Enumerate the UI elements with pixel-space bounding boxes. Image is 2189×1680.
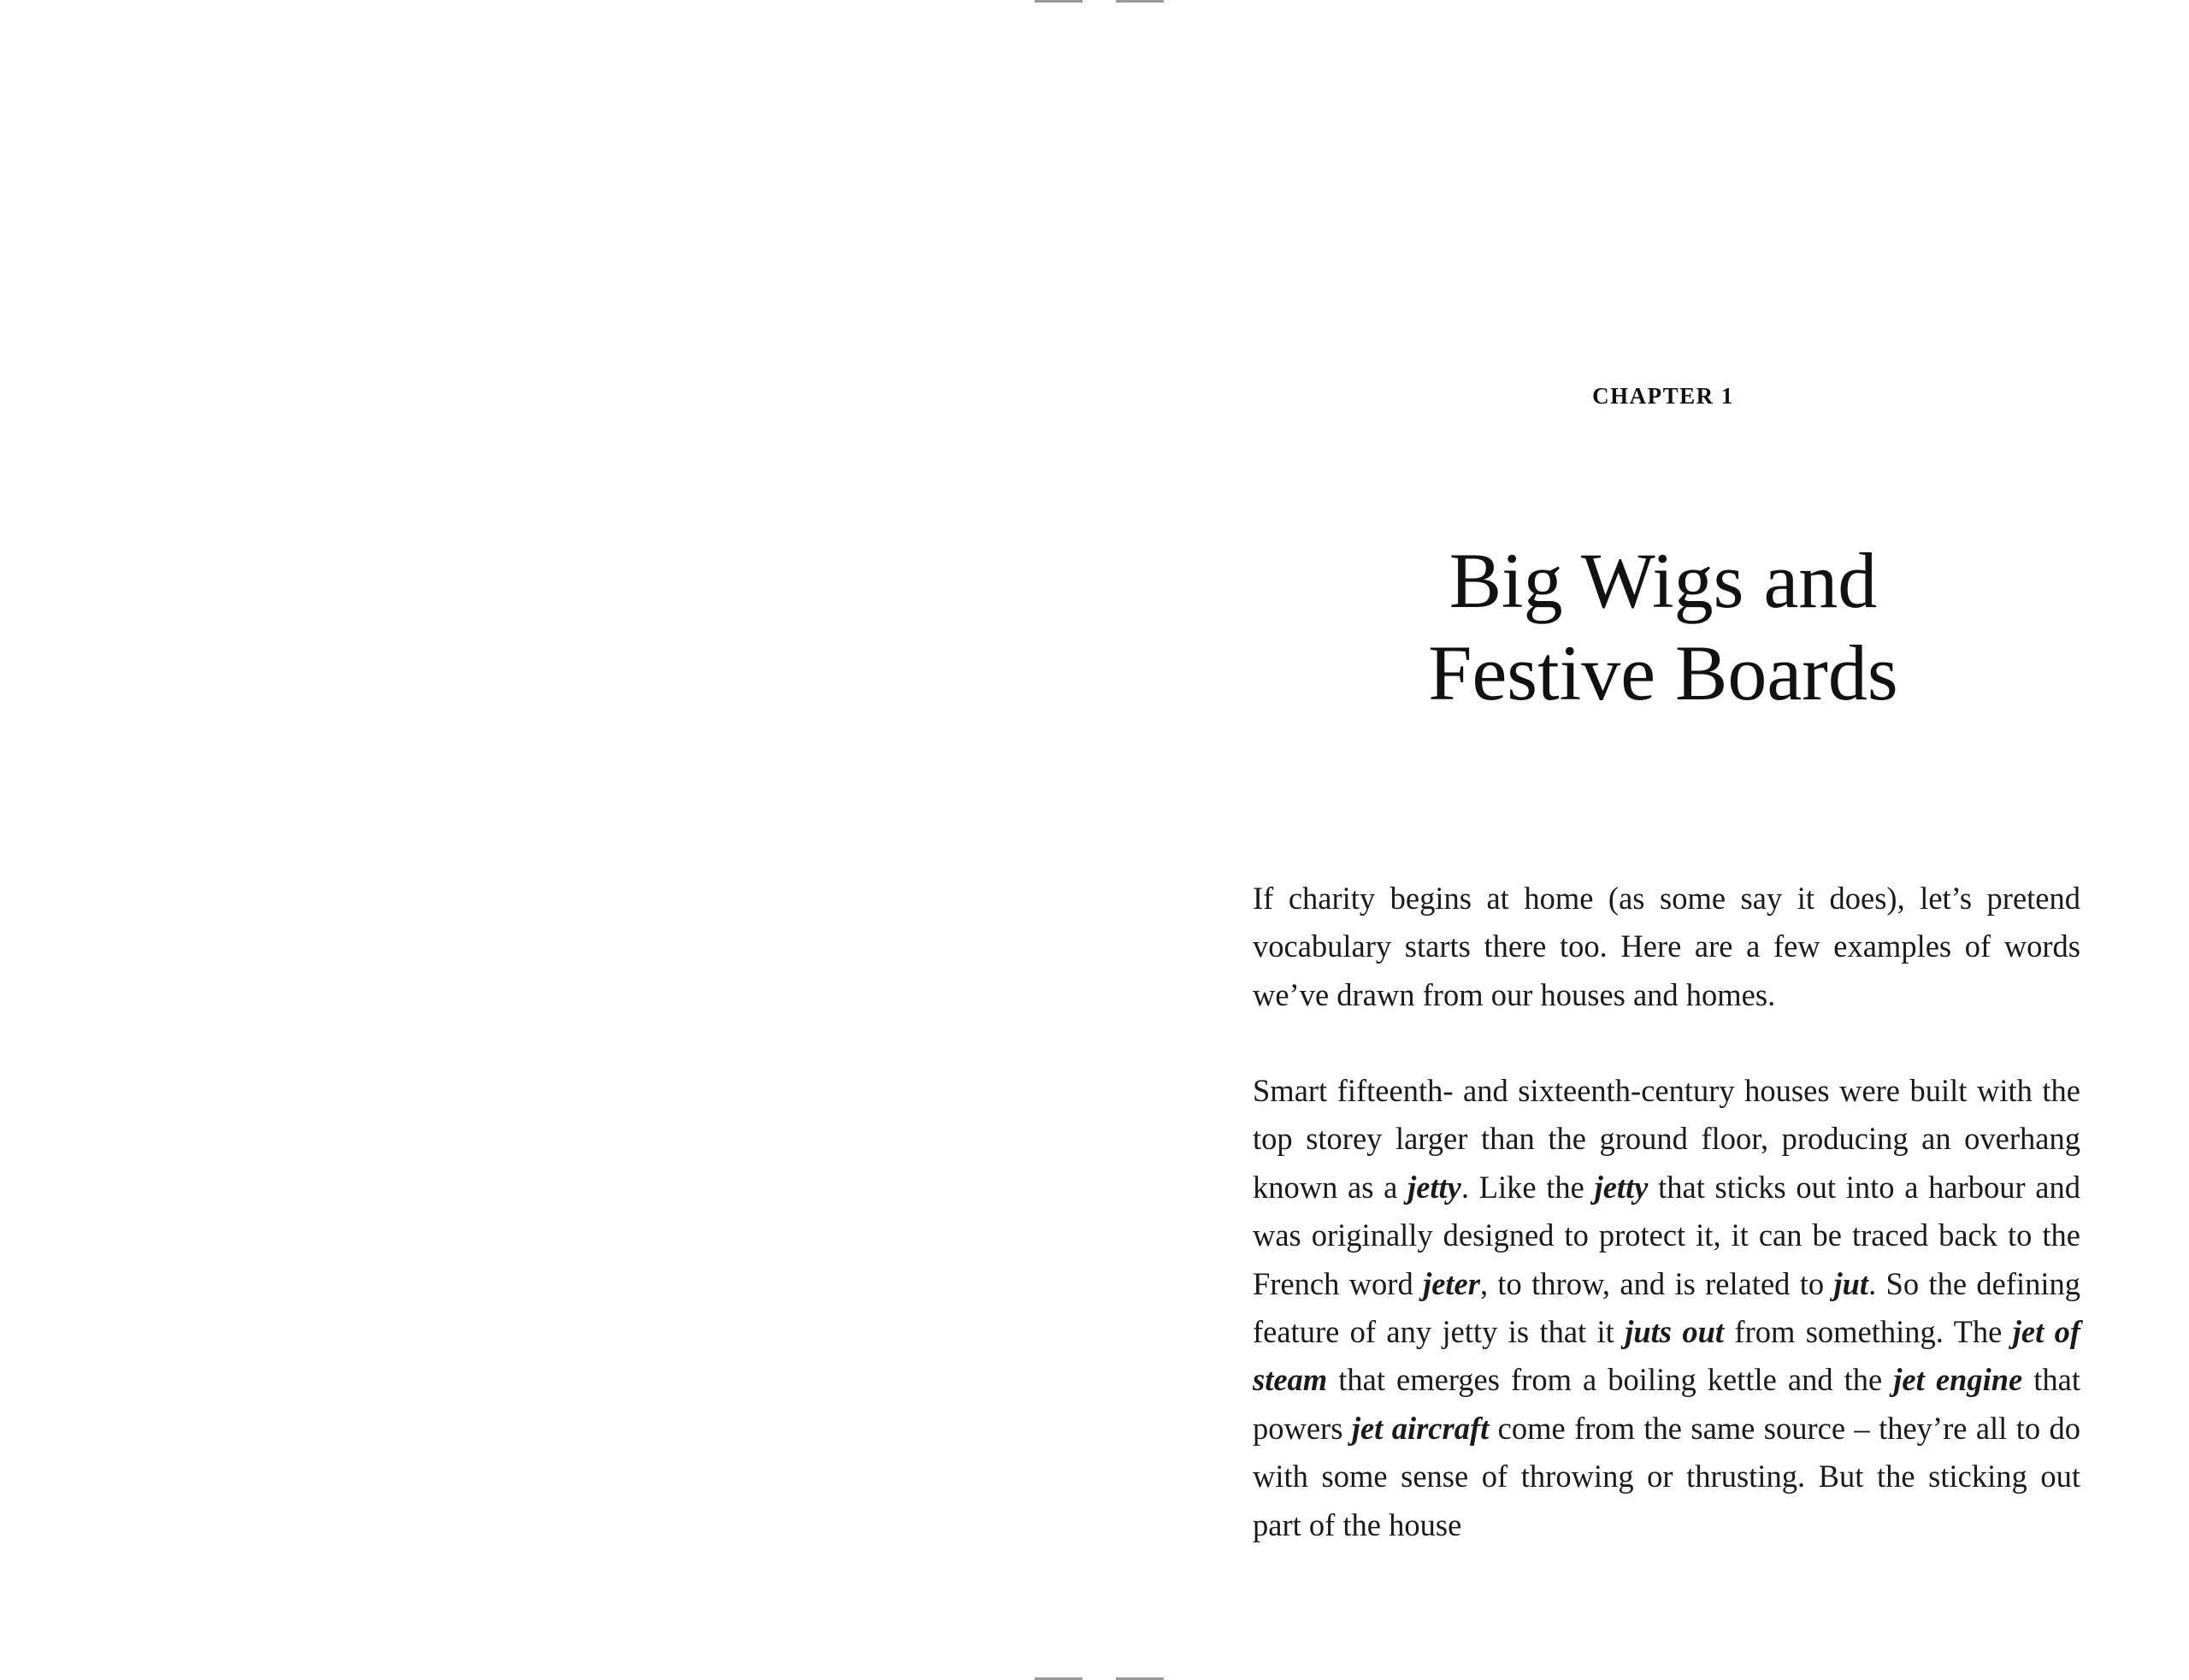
text-run: Smart fifteenth- and sixteenth-century houses were built with the top storey larger than the ground floor, producing an overhang known as a (1253, 1073, 2080, 1205)
text-run: from something. The (1724, 1314, 2013, 1350)
emphasis-term: jet aircraft (1351, 1410, 1490, 1446)
text-run: , to throw, and is related to (1479, 1265, 1834, 1301)
emphasis-term: jeter (1423, 1265, 1480, 1301)
text-run: . So the defining feature of any jetty is that it (1253, 1265, 2081, 1350)
text-run: that emerges from a boiling kettle and the (1327, 1362, 1894, 1398)
chapter-title-line-1: Big Wigs and (1449, 537, 1878, 624)
text-run: . Like the (1460, 1169, 1595, 1205)
body-paragraph-1: If charity begins at home (as some say it does), let’s pretend vocabulary starts there too. Here are a few examples of words we’ve drawn from our houses and homes. (1253, 881, 2080, 1012)
chapter-title (1253, 534, 2074, 719)
text-run: come from the same source – they’re all to do with some sense of throwing or thrusting. But the sticking out part of the house (1253, 1410, 2080, 1542)
left-page-blank (0, 0, 1094, 1680)
emphasis-term: juts out (1625, 1314, 1725, 1350)
crop-mark-top-left (1035, 0, 1083, 3)
crop-mark-top-right (1116, 0, 1164, 3)
emphasis-term: jut (1833, 1265, 1869, 1301)
emphasis-term: jet of steam (1253, 1314, 2081, 1398)
text-run: that sticks out into a harbour and was originally designed to protect it, it can be traced back to the French word (1253, 1169, 2080, 1301)
emphasis-term: jetty (1594, 1169, 1649, 1205)
body-paragraph-2 (1253, 1067, 2080, 1549)
chapter-label: CHAPTER 1 (1592, 383, 1734, 409)
emphasis-term: jet engine (1893, 1362, 2023, 1398)
text-run: that powers (1253, 1362, 2081, 1446)
emphasis-term: jetty (1407, 1169, 1461, 1205)
chapter-title-line-2: Festive Boards (1428, 629, 1898, 716)
